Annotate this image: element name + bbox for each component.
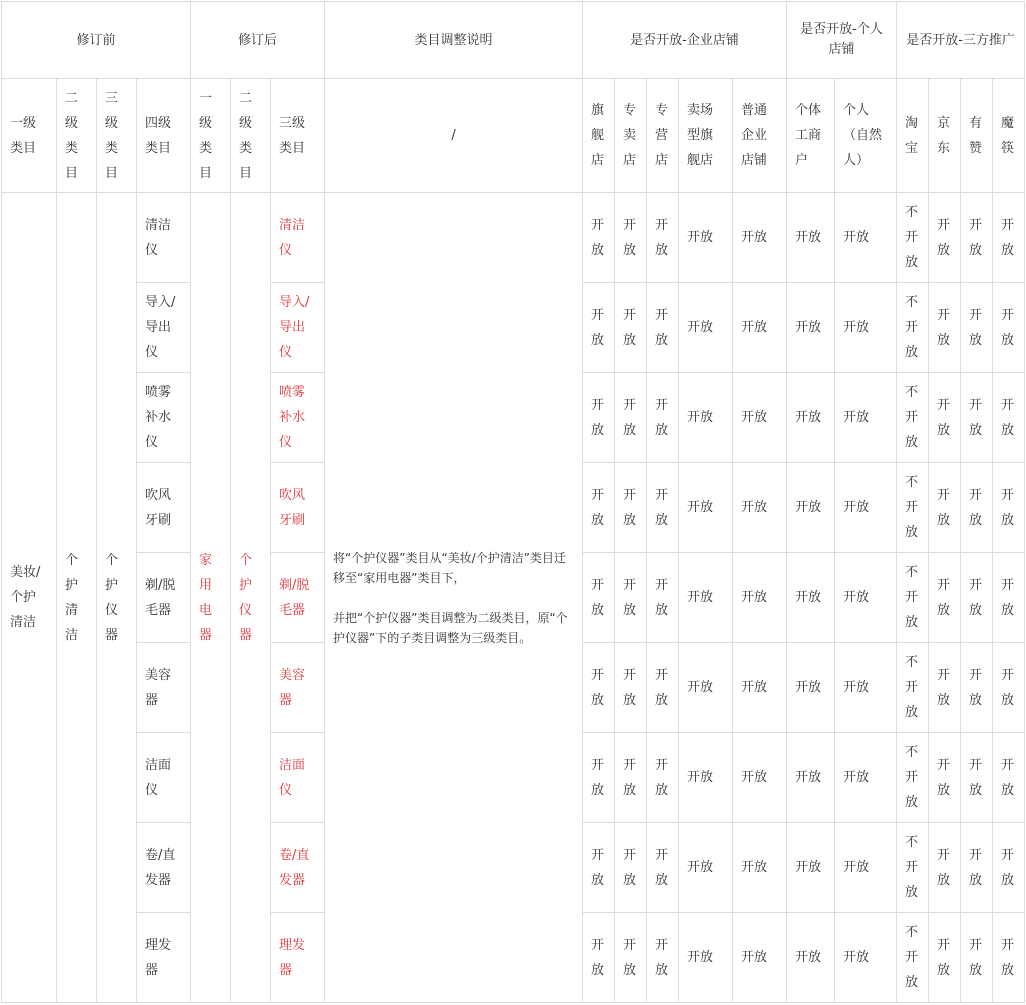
sub-explain: / [325,79,583,193]
sub-individual: 个人（自然人） [835,79,897,193]
adjustment-description [325,193,583,1003]
enterprise-status: 开放 [733,373,787,463]
mokuai-status: 开放 [993,553,1025,643]
exclusive-status: 开放 [615,283,647,373]
jd-status: 开放 [929,193,961,283]
mall-flagship-status: 开放 [679,913,733,1003]
flagship-status: 开放 [583,553,615,643]
individual-business-status: 开放 [787,643,835,733]
specialty-status: 开放 [647,733,679,823]
taobao-status: 不开放 [897,553,929,643]
after-l3-cell: 导入/导出仪 [271,283,325,373]
flagship-status: 开放 [583,733,615,823]
mall-flagship-status: 开放 [679,283,733,373]
individual-status: 开放 [835,733,897,823]
category-table [1,1,1025,1003]
individual-status: 开放 [835,823,897,913]
before-l4-cell: 洁面仪 [137,733,191,823]
specialty-status: 开放 [647,823,679,913]
after-l3-cell: 洁面仪 [271,733,325,823]
after-l3-cell: 吹风牙刷 [271,463,325,553]
enterprise-status: 开放 [733,643,787,733]
before-l4-cell: 理发器 [137,913,191,1003]
flagship-status: 开放 [583,373,615,463]
mall-flagship-status: 开放 [679,373,733,463]
header-third: 是否开放-三方推广 [897,2,1025,79]
jd-status: 开放 [929,823,961,913]
enterprise-status: 开放 [733,463,787,553]
jd-status: 开放 [929,733,961,823]
individual-business-status: 开放 [787,733,835,823]
before-l3-cell: 个护仪器 [97,193,137,1003]
enterprise-status: 开放 [733,823,787,913]
jd-status: 开放 [929,283,961,373]
sub-enterprise-store: 普通企业店铺 [733,79,787,193]
header-enterprise: 是否开放-企业店铺 [583,2,787,79]
youzan-status: 开放 [961,283,993,373]
mall-flagship-status: 开放 [679,193,733,283]
specialty-status: 开放 [647,913,679,1003]
table-row [2,193,1025,283]
enterprise-status: 开放 [733,733,787,823]
mokuai-status: 开放 [993,913,1025,1003]
taobao-status: 不开放 [897,463,929,553]
youzan-status: 开放 [961,913,993,1003]
sub-jd: 京东 [929,79,961,193]
individual-business-status: 开放 [787,463,835,553]
header-row [2,2,1025,79]
individual-business-status: 开放 [787,823,835,913]
specialty-status: 开放 [647,373,679,463]
mokuai-status: 开放 [993,643,1025,733]
before-l4-cell: 清洁仪 [137,193,191,283]
header-explain: 类目调整说明 [325,2,583,79]
youzan-status: 开放 [961,463,993,553]
subheader-row [2,79,1025,193]
description-line-1: 将“个护仪器”类目从“美妆/个护清洁”类目迁移至“家用电器”类目下， [333,550,566,585]
flagship-status: 开放 [583,643,615,733]
sub-after-l1: 一级类目 [191,79,231,193]
mall-flagship-status: 开放 [679,733,733,823]
exclusive-status: 开放 [615,823,647,913]
individual-business-status: 开放 [787,193,835,283]
exclusive-status: 开放 [615,193,647,283]
taobao-status: 不开放 [897,373,929,463]
specialty-status: 开放 [647,463,679,553]
mokuai-status: 开放 [993,463,1025,553]
mokuai-status: 开放 [993,283,1025,373]
before-l4-cell: 导入/导出仪 [137,283,191,373]
sub-exclusive: 专卖店 [615,79,647,193]
youzan-status: 开放 [961,553,993,643]
header-after: 修订后 [191,2,325,79]
exclusive-status: 开放 [615,463,647,553]
before-l4-cell: 剃/脱毛器 [137,553,191,643]
jd-status: 开放 [929,373,961,463]
description-line-2: 并把“个护仪器”类目调整为二级类目，原“个护仪器”下的子类目调整为三级类目。 [333,610,568,645]
taobao-status: 不开放 [897,193,929,283]
flagship-status: 开放 [583,823,615,913]
after-l3-cell: 清洁仪 [271,193,325,283]
individual-business-status: 开放 [787,373,835,463]
sub-youzan: 有赞 [961,79,993,193]
specialty-status: 开放 [647,553,679,643]
specialty-status: 开放 [647,643,679,733]
individual-status: 开放 [835,913,897,1003]
enterprise-status: 开放 [733,553,787,643]
mall-flagship-status: 开放 [679,463,733,553]
mall-flagship-status: 开放 [679,823,733,913]
mall-flagship-status: 开放 [679,553,733,643]
individual-status: 开放 [835,643,897,733]
mokuai-status: 开放 [993,373,1025,463]
after-l3-cell: 理发器 [271,913,325,1003]
specialty-status: 开放 [647,283,679,373]
flagship-status: 开放 [583,283,615,373]
sub-flagship: 旗舰店 [583,79,615,193]
youzan-status: 开放 [961,643,993,733]
sub-mokuai: 魔筷 [993,79,1025,193]
after-l3-cell: 卷/直发器 [271,823,325,913]
after-l3-cell: 喷雾补水仪 [271,373,325,463]
individual-status: 开放 [835,283,897,373]
sub-after-l2: 二级类目 [231,79,271,193]
enterprise-status: 开放 [733,193,787,283]
youzan-status: 开放 [961,733,993,823]
sub-before-l2: 二级类目 [57,79,97,193]
sub-before-l4: 四级类目 [137,79,191,193]
sub-individual-business: 个体工商户 [787,79,835,193]
taobao-status: 不开放 [897,733,929,823]
header-before: 修订前 [2,2,191,79]
after-l2-cell: 个护仪器 [231,193,271,1003]
after-l3-cell: 剃/脱毛器 [271,553,325,643]
jd-status: 开放 [929,553,961,643]
before-l2-cell: 个护清洁 [57,193,97,1003]
jd-status: 开放 [929,643,961,733]
sub-before-l3: 三级类目 [97,79,137,193]
jd-status: 开放 [929,463,961,553]
individual-status: 开放 [835,193,897,283]
sub-after-l3: 三级类目 [271,79,325,193]
after-l1-cell: 家用电器 [191,193,231,1003]
exclusive-status: 开放 [615,373,647,463]
exclusive-status: 开放 [615,913,647,1003]
sub-before-l1: 一级类目 [2,79,57,193]
taobao-status: 不开放 [897,283,929,373]
individual-business-status: 开放 [787,913,835,1003]
individual-business-status: 开放 [787,283,835,373]
flagship-status: 开放 [583,463,615,553]
exclusive-status: 开放 [615,643,647,733]
before-l4-cell: 吹风牙刷 [137,463,191,553]
before-l1-cell: 美妆/个护清洁 [2,193,57,1003]
enterprise-status: 开放 [733,283,787,373]
individual-status: 开放 [835,373,897,463]
flagship-status: 开放 [583,913,615,1003]
exclusive-status: 开放 [615,733,647,823]
sub-taobao: 淘宝 [897,79,929,193]
flagship-status: 开放 [583,193,615,283]
mokuai-status: 开放 [993,193,1025,283]
taobao-status: 不开放 [897,823,929,913]
individual-status: 开放 [835,553,897,643]
sub-specialty: 专营店 [647,79,679,193]
jd-status: 开放 [929,913,961,1003]
individual-status: 开放 [835,463,897,553]
before-l4-cell: 喷雾补水仪 [137,373,191,463]
youzan-status: 开放 [961,823,993,913]
mall-flagship-status: 开放 [679,643,733,733]
enterprise-status: 开放 [733,913,787,1003]
before-l4-cell: 美容器 [137,643,191,733]
after-l3-cell: 美容器 [271,643,325,733]
before-l4-cell: 卷/直发器 [137,823,191,913]
header-personal: 是否开放-个人店铺 [787,2,897,79]
youzan-status: 开放 [961,193,993,283]
specialty-status: 开放 [647,193,679,283]
individual-business-status: 开放 [787,553,835,643]
taobao-status: 不开放 [897,913,929,1003]
exclusive-status: 开放 [615,553,647,643]
mokuai-status: 开放 [993,733,1025,823]
sub-mall-flagship: 卖场型旗舰店 [679,79,733,193]
mokuai-status: 开放 [993,823,1025,913]
youzan-status: 开放 [961,373,993,463]
taobao-status: 不开放 [897,643,929,733]
